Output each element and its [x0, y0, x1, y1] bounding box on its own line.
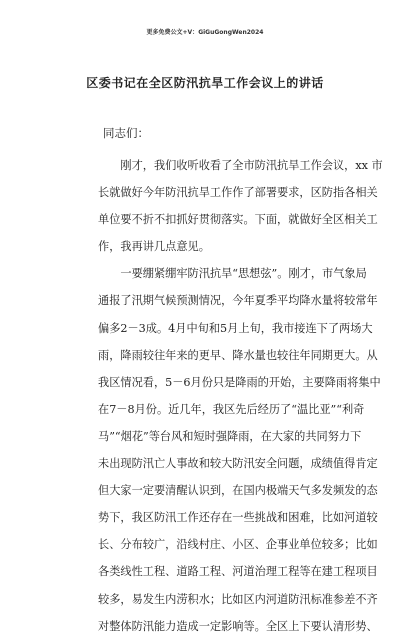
text-line: 通报了汛期气候预测情况，今年夏季平均降水量将较常年	[98, 294, 378, 308]
text-line: 未出现防汛亡人事故和较大防汛安全问题，成绩值得肯定	[98, 457, 378, 471]
text-line: 在7－8月份。近几年，我区先后经历了“温比亚”“利奇	[98, 402, 365, 416]
text-line: 各类线性工程、道路工程、河道治理工程等在建工程项目	[98, 565, 378, 579]
text-line: 作，我再讲几点意见。	[98, 240, 210, 254]
text-line: 较多，易发生内涝积水；比如区内河道防汛标准参差不齐	[98, 592, 378, 606]
text-line: 势下，我区防汛工作还存在一些挑战和困难，比如河道较	[98, 511, 378, 525]
text-line: 单位要不折不扣抓好贯彻落实。下面，就做好全区相关工	[98, 213, 378, 227]
text-line: 对整体防汛能力造成一定影响等。全区上下要认清形势、	[98, 619, 378, 633]
text-line: 雨，降雨较往年来的更早、降水量也较往年同期更大。从	[98, 348, 378, 362]
text-line: 长、分布较广，沿线村庄、小区、企事业单位较多；比如	[98, 538, 378, 552]
text-line: 长就做好今年防汛抗旱工作作了部署要求，区防指各相关	[98, 186, 378, 200]
document-title: 区委书记在全区防汛抗旱工作会议上的讲话	[86, 76, 324, 90]
text-line: 刚才，我们收听收看了全市防汛抗旱工作会议，xx 市	[98, 159, 383, 172]
text-line: 马”“烟花”等台风和短时强降雨，在大家的共同努力下	[98, 429, 362, 443]
text-line: 但大家一定要清醒认识到，在国内极端天气多发频发的态	[98, 484, 378, 498]
salutation: 同志们：	[103, 126, 149, 140]
body-text	[98, 152, 383, 640]
text-line: 我区情况看，5－6月份只是降雨的开始，主要降雨将集中	[98, 375, 381, 389]
text-line: 偏多2－3成。4月中旬和5月上旬，我市接连下了两场大	[98, 321, 373, 335]
header-note: 更多免费公文+V：GiGuGongWen2024	[146, 29, 264, 36]
text-line: 一要绷紧绷牢防汛抗旱“思想弦”。刚才，市气象局	[98, 267, 367, 281]
